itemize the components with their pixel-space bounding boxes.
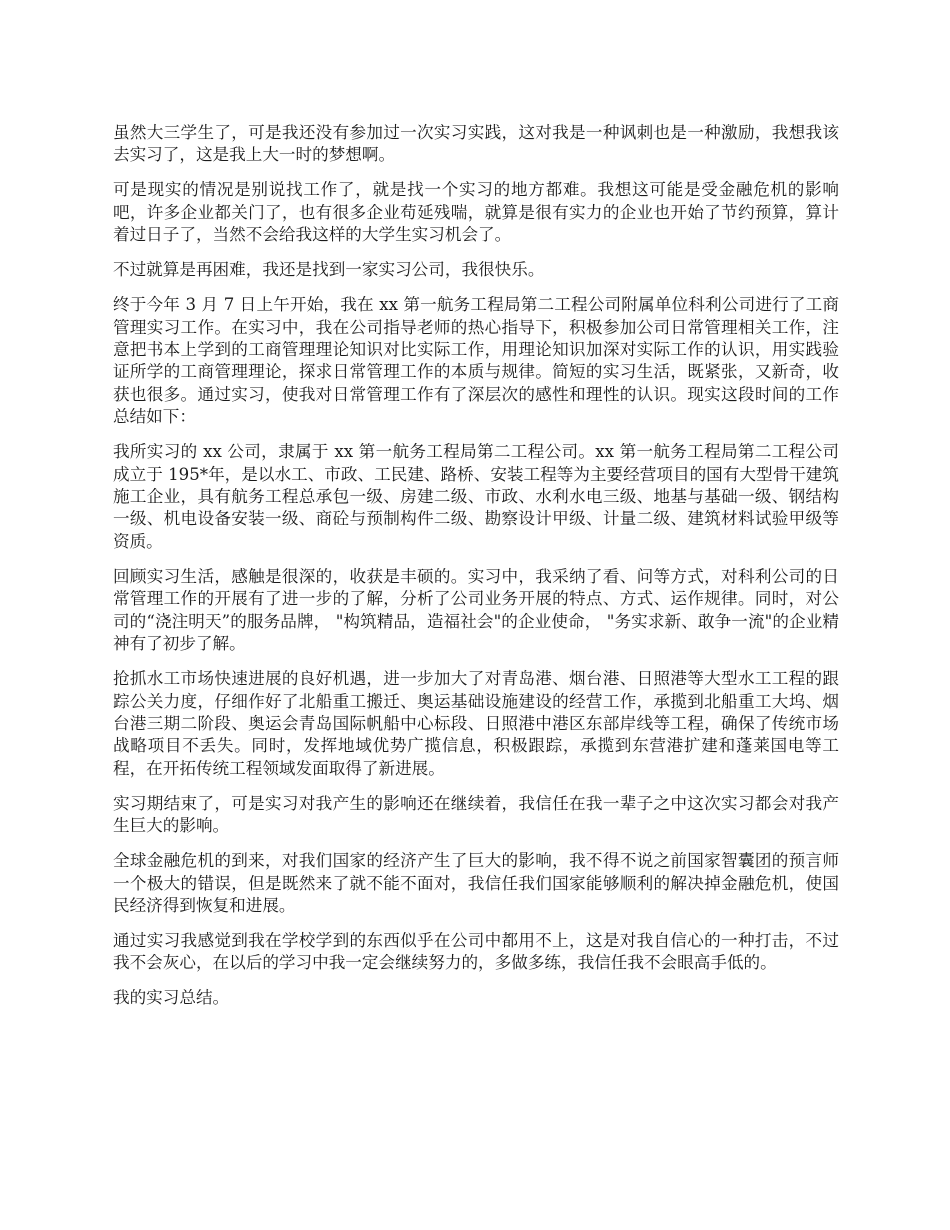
paragraph: 虽然大三学生了，可是我还没有参加过一次实习实践，这对我是一种讽刺也是一种激励，我想我该去实习了，这是我上大一时的梦想啊。 (113, 123, 839, 165)
paragraph: 终于今年 3 月 7 日上午开始，我在 xx 第一航务工程局第二工程公司附属单位科利公司进行了工商管理实习工作。在实习中，我在公司指导老师的热心指导下，积极参加公司日常管理相关工作，注意把书本上学到的工商管理理论知识对比实际工作，用理论知识加深对实际工作的认识，用实践验证所学的工商管理理论，探求日常管理工作的本质与规律。简短的实习生活，既紧张，又新奇，收获也很多。通过实习，使我对日常管理工作有了深层次的感性和理性的认识。现实这段时间的工作总结如下： (113, 295, 839, 427)
document-body (113, 122, 839, 1022)
paragraph: 抢抓水工市场快速进展的良好机遇，进一步加大了对青岛港、烟台港、日照港等大型水工工程的跟踪公关力度，仔细作好了北船重工搬迁、奥运基础设施建设的经营工作，承揽到北船重工大坞、烟台港三期二阶段、奥运会青岛国际帆船中心标段、日照港中港区东部岸线等工程，确保了传统市场战略项目不丢失。同时，发挥地域优势广揽信息，积极跟踪，承揽到东营港扩建和蓬莱国电等工程，在开拓传统工程领域发面取得了新进展。 (113, 669, 839, 778)
paragraph: 实习期结束了，可是实习对我产生的影响还在继续着，我信任在我一辈子之中这次实习都会对我产生巨大的影响。 (113, 793, 839, 836)
paragraph: 我的实习总结。 (113, 988, 230, 1008)
paragraph: 回顾实习生活，感触是很深的，收获是丰硕的。实习中，我采纳了看、问等方式，对科利公司的日常管理工作的开展有了进一步的了解，分析了公司业务开展的特点、方式、运作规律。同时，对公司的“浇注明天”的服务品牌， "构筑精品，造福社会"的企业使命， "务实求新、敢争一流"的企业精神有了初步了解。 (113, 566, 839, 654)
paragraph: 我所实习的 xx 公司，隶属于 xx 第一航务工程局第二工程公司。xx 第一航务工程局第二工程公司成立于 195*年，是以水工、市政、工民建、路桥、安装工程等为主要经营项目的国有大型骨干建筑施工企业，具有航务工程总承包一级、房建二级、市政、水利水电三级、地基与基础一级、钢结构一级、机电设备安装一级、商砼与预制构件二级、勘察设计甲级、计量二级、建筑材料试验甲级等资质。 (113, 442, 839, 551)
paragraph: 全球金融危机的到来，对我们国家的经济产生了巨大的影响，我不得不说之前国家智囊团的预言师一个极大的错误，但是既然来了就不能不面对，我信任我们国家能够顺利的解决掉金融危机，使国民经济得到恢复和进展。 (113, 851, 839, 915)
paragraph: 通过实习我感觉到我在学校学到的东西似乎在公司中都用不上，这是对我自信心的一种打击，不过我不会灰心，在以后的学习中我一定会继续努力的，多做多练，我信任我不会眼高手低的。 (113, 930, 839, 973)
paragraph: 可是现实的情况是别说找工作了，就是找一个实习的地方都难。我想这可能是受金融危机的影响吧，许多企业都关门了，也有很多企业苟延残喘，就算是很有实力的企业也开始了节约预算，算计着过日子了，当然不会给我这样的大学生实习机会了。 (113, 180, 839, 245)
paragraph: 不过就算是再困难，我还是找到一家实习公司，我很快乐。 (113, 260, 545, 280)
